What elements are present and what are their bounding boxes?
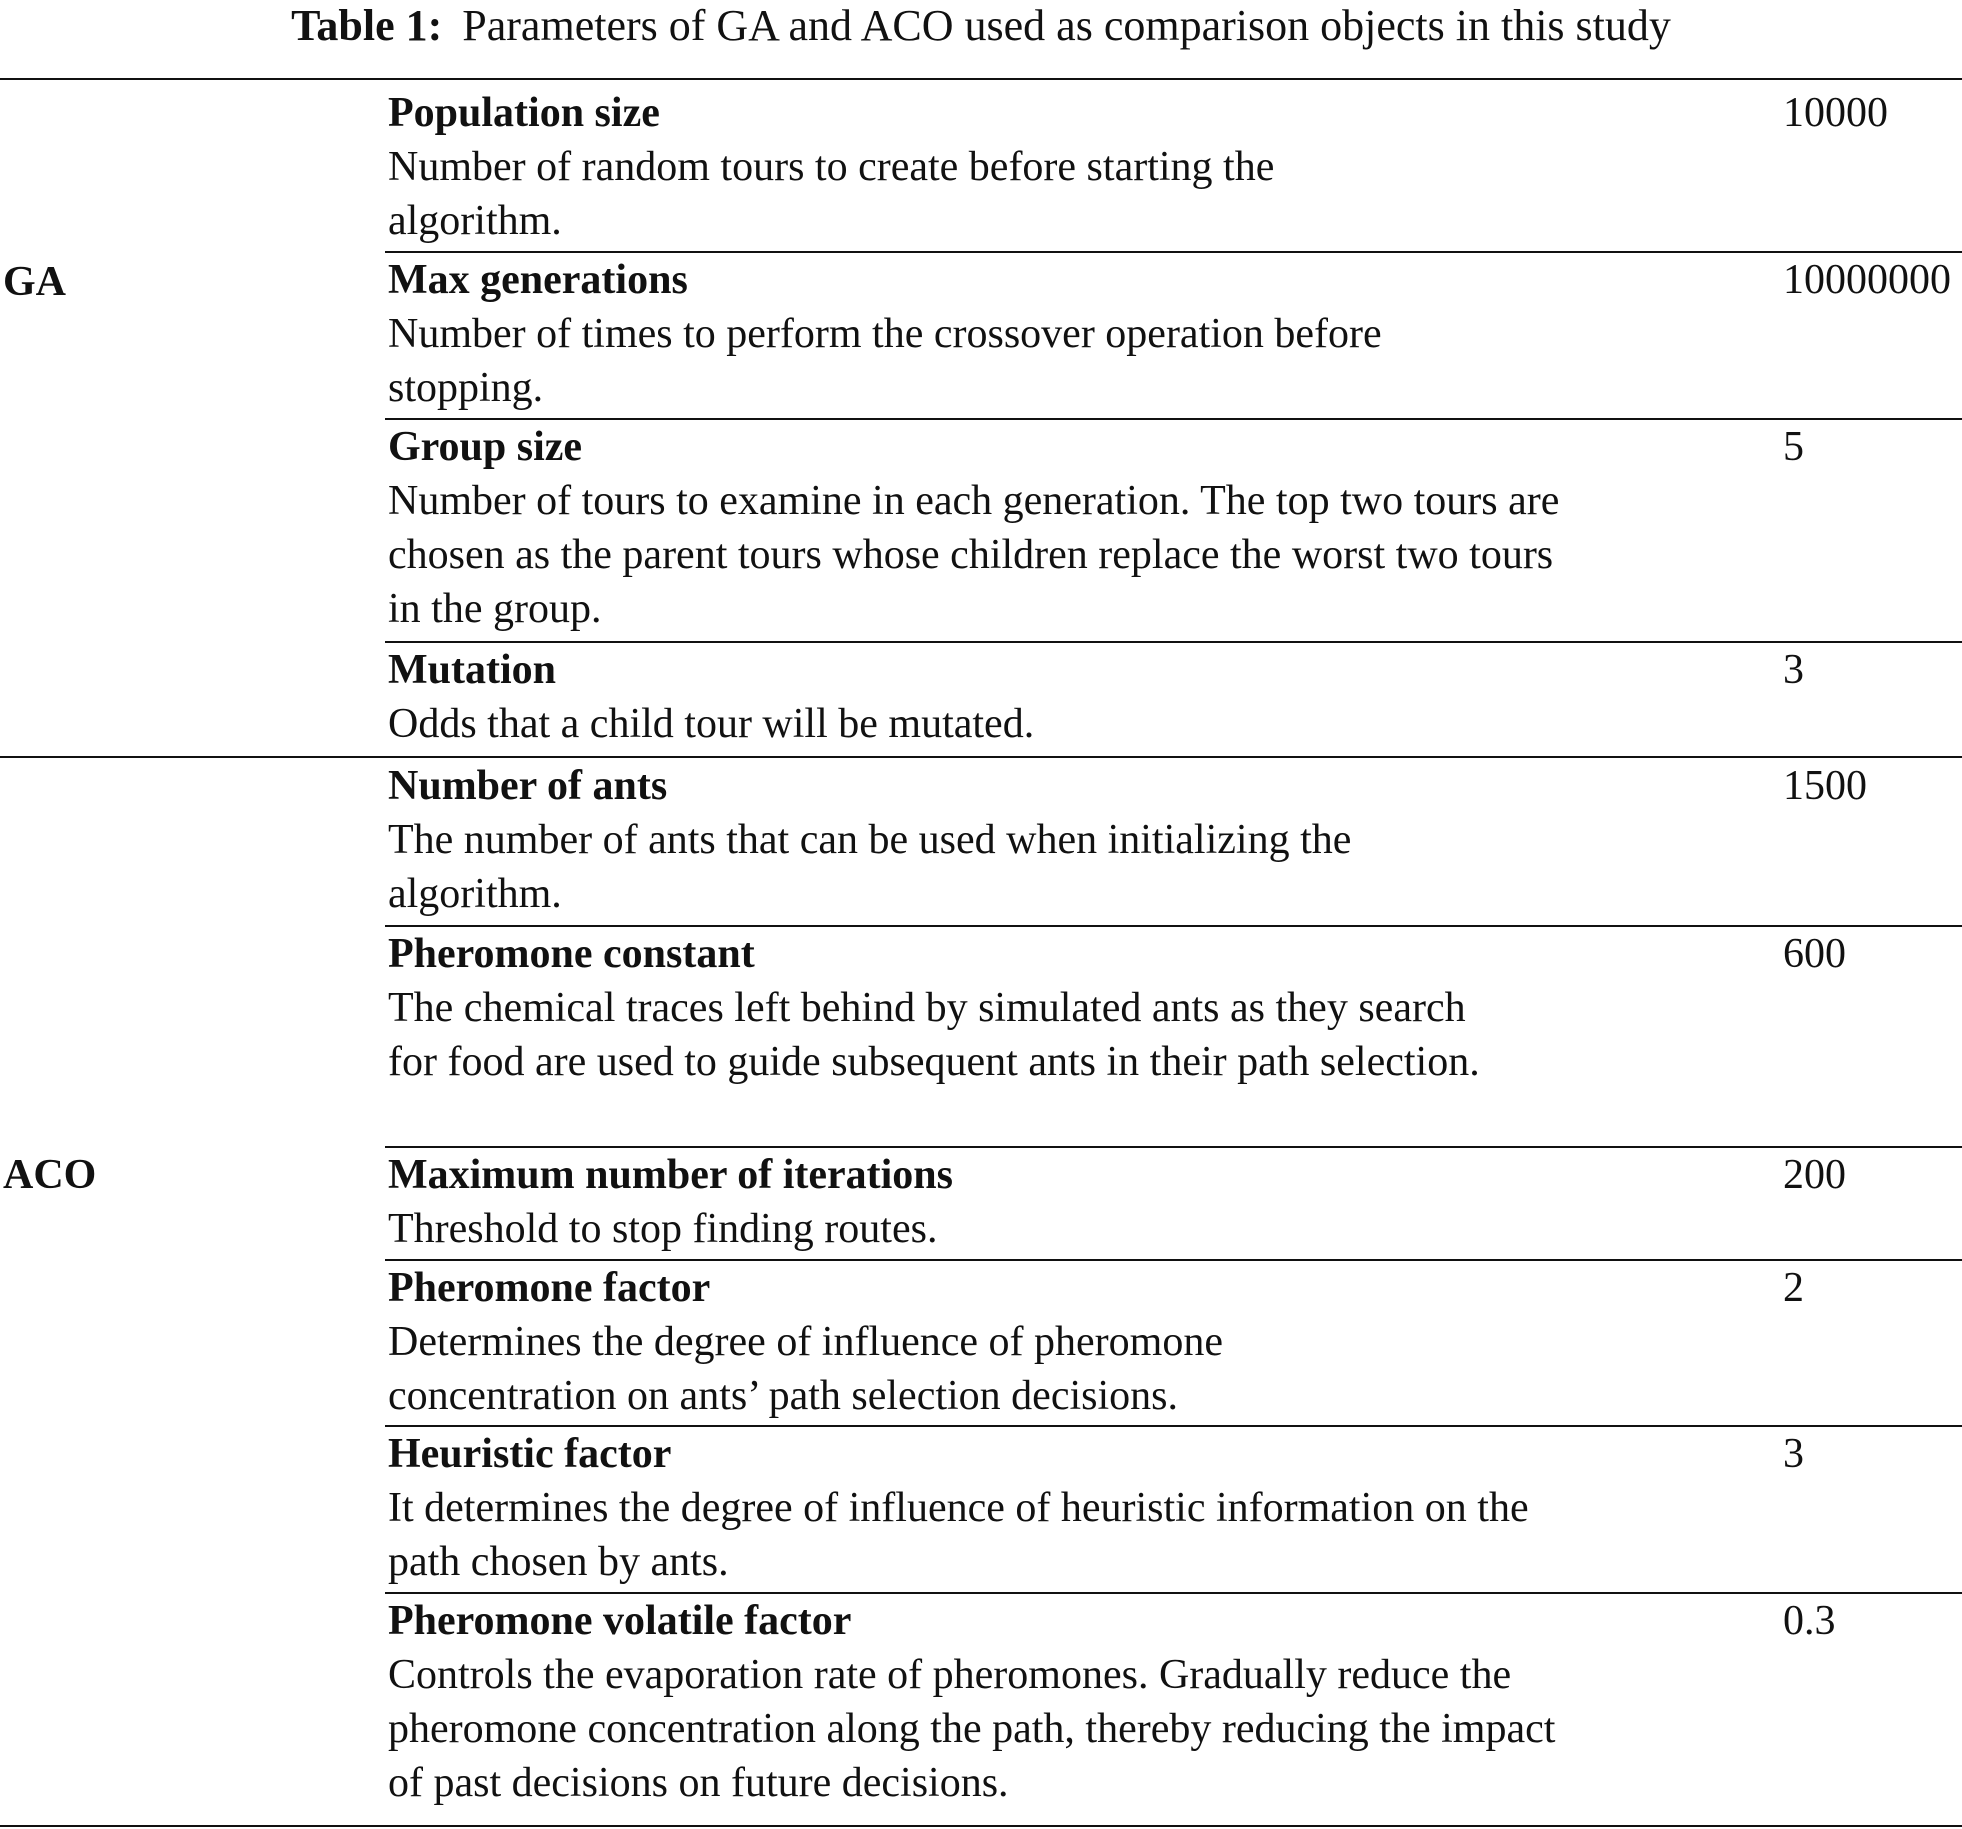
param-name: Group size [388, 424, 583, 470]
param-value: 5 [1783, 424, 1804, 470]
param-description: Determines the degree of influence of pheromone concentration on ants’ path selection decisions. [388, 1319, 1223, 1419]
table-top-rule [0, 78, 1962, 80]
param-population-size [388, 86, 1588, 248]
param-value: 3 [1783, 647, 1804, 693]
param-value: 3 [1783, 1431, 1804, 1477]
param-description: It determines the degree of influence of heuristic information on the path chosen by ants. [388, 1485, 1529, 1585]
param-value: 200 [1783, 1152, 1846, 1198]
param-name: Population size [388, 90, 660, 136]
param-description: Threshold to stop finding routes. [388, 1206, 938, 1252]
table-caption [0, 0, 1962, 52]
param-name: Max generations [388, 257, 688, 303]
param-description: Number of tours to examine in each generation. The top two tours are chosen as the parent tours whose children replace the worst two tours in the group. [388, 478, 1560, 632]
param-value: 2 [1783, 1265, 1804, 1311]
param-name: Heuristic factor [388, 1431, 672, 1477]
param-description: The number of ants that can be used when initializing the algorithm. [388, 817, 1352, 917]
group-separator [0, 756, 1962, 758]
param-description: The chemical traces left behind by simulated ants as they search for food are used to guide subsequent ants in their path selection. [388, 985, 1480, 1085]
param-pheromone-volatile-factor [388, 1594, 1588, 1810]
group-label-aco: ACO [3, 1152, 97, 1198]
param-value: 10000000 [1783, 257, 1951, 303]
param-value: 10000 [1783, 90, 1888, 136]
param-name: Maximum number of iterations [388, 1152, 954, 1198]
param-pheromone-factor [388, 1261, 1588, 1423]
param-mutation [388, 643, 1588, 751]
param-maximum-iterations [388, 1148, 1588, 1256]
param-value: 0.3 [1783, 1598, 1836, 1644]
param-pheromone-constant [388, 927, 1588, 1089]
param-name: Pheromone constant [388, 931, 755, 977]
param-group-size [388, 420, 1588, 636]
param-description: Odds that a child tour will be mutated. [388, 701, 1035, 747]
caption-label: Table 1: [291, 1, 443, 50]
group-label-ga: GA [3, 259, 66, 305]
param-number-of-ants [388, 759, 1588, 921]
param-max-generations [388, 253, 1588, 415]
param-name: Mutation [388, 647, 556, 693]
param-description: Number of times to perform the crossover operation before stopping. [388, 311, 1382, 411]
param-heuristic-factor [388, 1427, 1588, 1589]
param-name: Number of ants [388, 763, 668, 809]
table-bottom-rule [0, 1825, 1962, 1827]
param-name: Pheromone volatile factor [388, 1598, 852, 1644]
param-value: 1500 [1783, 763, 1867, 809]
param-value: 600 [1783, 931, 1846, 977]
param-description: Controls the evaporation rate of pheromones. Gradually reduce the pheromone concentration along the path, thereby reducing the impact of past decisions on future decisions. [388, 1652, 1556, 1806]
param-description: Number of random tours to create before starting the algorithm. [388, 144, 1275, 244]
param-name: Pheromone factor [388, 1265, 711, 1311]
caption-text: Parameters of GA and ACO used as comparison objects in this study [462, 1, 1671, 50]
